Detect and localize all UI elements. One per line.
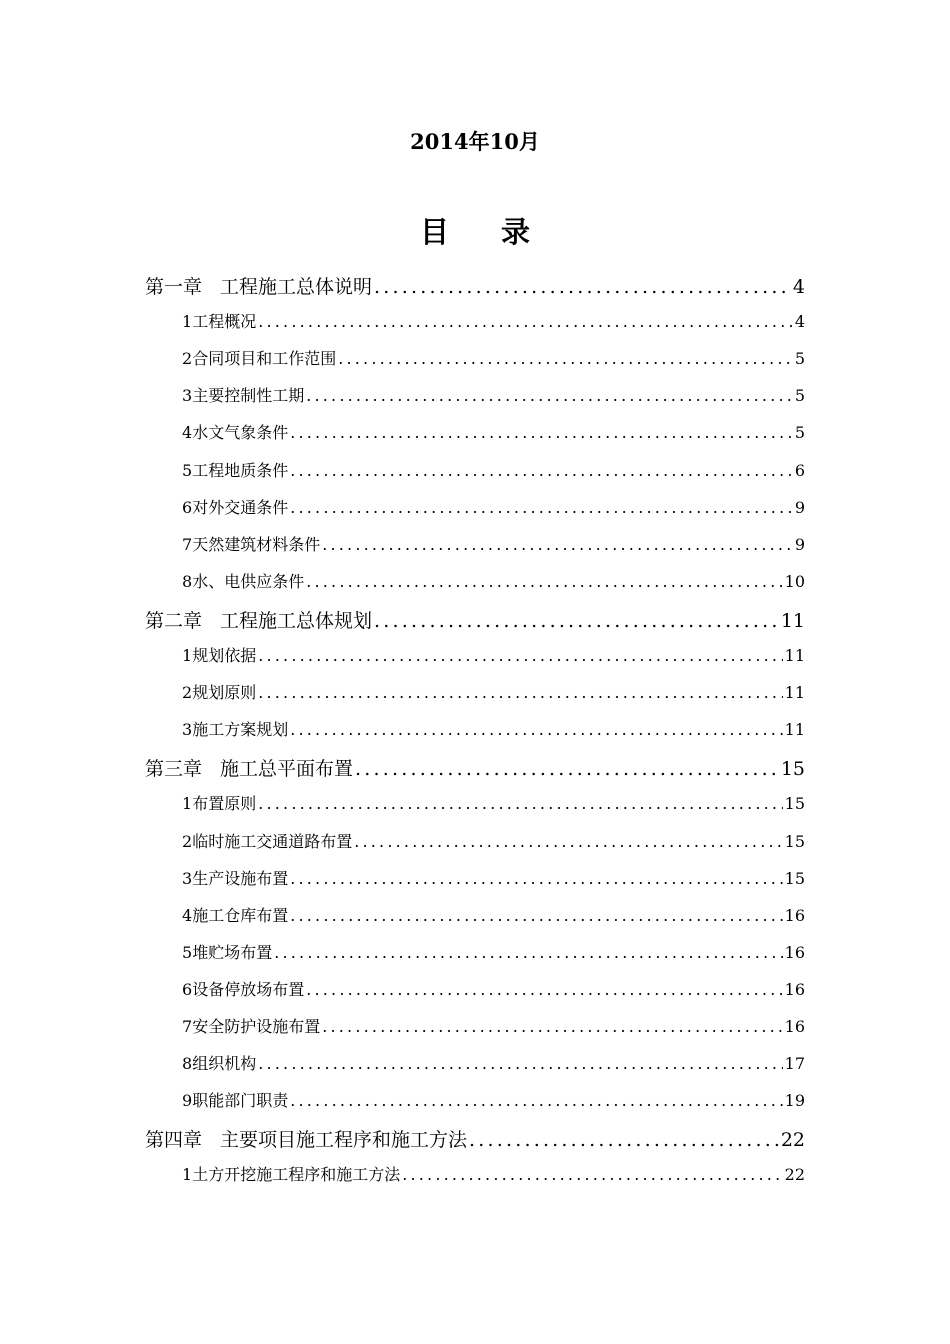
toc-page-number: 11 xyxy=(784,683,805,703)
document-date: 2014年10月 xyxy=(410,129,540,154)
toc-entry-label xyxy=(182,866,288,889)
toc-entry-label xyxy=(182,643,256,666)
toc-section-entry[interactable] xyxy=(182,569,805,592)
toc-entry-title: 生产设施布置 xyxy=(192,868,289,888)
toc-section-entry[interactable] xyxy=(182,420,805,443)
toc-page-number: 15 xyxy=(784,868,805,888)
toc-entry-number: 1 xyxy=(182,646,193,665)
toc-entry-label xyxy=(182,346,336,369)
toc-entry-title: 布置原则 xyxy=(192,794,257,814)
toc-page-number: 6 xyxy=(794,460,805,480)
toc-title: 目录 xyxy=(419,215,582,249)
toc-dot-leader xyxy=(306,980,782,999)
toc-section-entry[interactable] xyxy=(182,1014,805,1037)
toc-entry-label xyxy=(182,532,320,555)
toc-page-number: 9 xyxy=(794,497,805,517)
toc-entry-number: 6 xyxy=(182,497,193,517)
toc-dot-leader xyxy=(258,1054,782,1073)
toc-section-entry[interactable] xyxy=(182,532,805,555)
toc-dot-leader xyxy=(469,1129,779,1151)
toc-page-number: 4 xyxy=(794,312,805,332)
toc-section-entry[interactable] xyxy=(182,829,805,852)
toc-entry-title: 规划原则 xyxy=(192,683,257,703)
toc-page-number: 22 xyxy=(784,1165,805,1185)
toc-entry-title: 工程概况 xyxy=(192,312,257,332)
toc-section-entry[interactable] xyxy=(182,1051,805,1074)
toc-dot-leader xyxy=(402,1165,782,1184)
toc-entry-title: 安全防护设施布置 xyxy=(192,1017,321,1036)
toc-entry-number: 第二章 xyxy=(145,609,203,632)
toc-entry-label xyxy=(145,606,372,633)
toc-dot-leader xyxy=(290,720,782,739)
toc-page-number: 11 xyxy=(784,720,805,740)
toc-entry-number: 4 xyxy=(182,905,193,925)
toc-entry-number: 4 xyxy=(182,423,193,443)
toc-entry-number: 1 xyxy=(182,1165,193,1185)
toc-entry-label xyxy=(182,940,272,963)
toc-dot-leader xyxy=(290,423,793,442)
toc-entry-title: 施工总平面布置 xyxy=(220,758,354,781)
toc-dot-leader xyxy=(290,461,793,480)
toc-entry-label xyxy=(182,717,288,740)
toc-page-number: 5 xyxy=(794,386,805,406)
toc-dot-leader xyxy=(290,906,782,925)
toc-entry-title: 施工仓库布置 xyxy=(192,905,289,925)
toc-dot-leader xyxy=(322,1017,782,1036)
toc-entry-number: 7 xyxy=(182,534,193,554)
toc-entry-title: 职能部门职责 xyxy=(192,1091,289,1111)
toc-page-number: 15 xyxy=(780,758,805,781)
toc-entry-label xyxy=(145,754,353,781)
toc-entry-number: 3 xyxy=(182,868,193,888)
toc-entry-title: 主要项目施工程序和施工方法 xyxy=(220,1129,468,1152)
toc-section-entry[interactable] xyxy=(182,717,805,740)
toc-entry-label xyxy=(145,1125,467,1152)
toc-entry-number: 第四章 xyxy=(145,1129,203,1152)
toc-section-entry[interactable] xyxy=(182,977,805,1000)
toc-entry-label xyxy=(182,569,304,592)
toc-entry-label xyxy=(182,383,304,406)
toc-entry-label xyxy=(182,420,288,443)
toc-page-number: 11 xyxy=(784,646,805,665)
toc-entry-title: 规划依据 xyxy=(192,646,257,665)
toc-entry-title: 对外交通条件 xyxy=(192,497,289,517)
toc-section-entry[interactable] xyxy=(182,309,805,332)
toc-entry-label xyxy=(145,272,372,299)
toc-page-number: 22 xyxy=(780,1129,805,1152)
toc-entry-number: 2 xyxy=(182,683,193,703)
toc-entry-title: 工程地质条件 xyxy=(192,460,289,480)
toc-page-number: 16 xyxy=(784,1017,805,1036)
toc-dot-leader xyxy=(374,610,779,632)
toc-entry-title: 工程施工总体说明 xyxy=(220,276,373,298)
toc-entry-label xyxy=(182,1088,288,1111)
toc-dot-leader xyxy=(258,646,782,665)
toc-section-entry[interactable] xyxy=(182,940,805,963)
toc-page-number: 16 xyxy=(784,979,805,999)
toc-dot-leader xyxy=(258,312,793,331)
toc-chapter-entry[interactable] xyxy=(145,754,805,781)
toc-dot-leader xyxy=(322,535,793,554)
toc-entry-number: 3 xyxy=(182,386,193,406)
toc-entry-label xyxy=(182,791,256,814)
toc-section-entry[interactable] xyxy=(182,458,805,481)
toc-page-number: 10 xyxy=(784,571,805,591)
toc-entry-number: 6 xyxy=(182,979,193,999)
toc-section-entry[interactable] xyxy=(182,383,805,406)
toc-entry-label xyxy=(182,1051,256,1074)
toc-entry-label xyxy=(182,1014,320,1037)
toc-entry-title: 施工方案规划 xyxy=(192,720,289,740)
toc-entry-number: 2 xyxy=(182,831,193,851)
toc-page-number: 15 xyxy=(784,831,805,851)
toc-section-entry[interactable] xyxy=(182,1162,805,1185)
toc-section-entry[interactable] xyxy=(182,1088,805,1111)
toc-entry-number: 第一章 xyxy=(145,276,203,298)
toc-dot-leader xyxy=(290,869,782,888)
toc-page-number: 11 xyxy=(780,609,805,632)
toc-section-entry[interactable] xyxy=(182,866,805,889)
toc-dot-leader xyxy=(306,386,793,405)
toc-page-number: 4 xyxy=(792,276,805,298)
toc-entry-title: 堆贮场布置 xyxy=(192,942,273,962)
toc-section-entry[interactable] xyxy=(182,903,805,926)
toc-entry-title: 水文气象条件 xyxy=(192,423,289,443)
toc-entry-label xyxy=(182,458,288,481)
toc-page-number: 15 xyxy=(784,794,805,814)
toc-chapter-entry[interactable] xyxy=(145,1125,805,1152)
toc-entry-label xyxy=(182,1162,400,1185)
toc-entry-number: 9 xyxy=(182,1091,193,1111)
toc-page-number: 17 xyxy=(784,1054,805,1074)
toc-entry-number: 5 xyxy=(182,460,193,480)
toc-section-entry[interactable] xyxy=(182,643,805,666)
toc-entry-title: 天然建筑材料条件 xyxy=(192,534,321,554)
toc-page-number: 16 xyxy=(784,905,805,925)
toc-entry-label xyxy=(182,495,288,518)
toc-section-entry[interactable] xyxy=(182,346,805,369)
toc-page-number: 5 xyxy=(794,349,805,369)
toc-entry-title: 合同项目和工作范围 xyxy=(192,349,337,369)
toc-entry-label xyxy=(182,309,256,332)
toc-entry-number: 第三章 xyxy=(145,758,203,781)
toc-entry-label xyxy=(182,903,288,926)
toc-dot-leader xyxy=(306,572,782,591)
toc-page-number: 5 xyxy=(794,423,805,443)
toc-chapter-entry[interactable] xyxy=(145,606,805,633)
toc-entry-title: 主要控制性工期 xyxy=(192,386,305,406)
toc-dot-leader xyxy=(274,943,782,962)
toc-dot-leader xyxy=(290,498,793,517)
toc-dot-leader xyxy=(354,832,782,851)
toc-section-entry[interactable] xyxy=(182,495,805,518)
toc-dot-leader xyxy=(355,758,779,780)
toc-entry-title: 土方开挖施工程序和施工方法 xyxy=(192,1165,401,1185)
toc-entry-label xyxy=(182,977,304,1000)
toc-entry-title: 水、电供应条件 xyxy=(192,571,305,591)
toc-entry-number: 7 xyxy=(182,1017,193,1036)
toc-chapter-entry[interactable] xyxy=(145,272,805,299)
toc-dot-leader xyxy=(374,276,791,298)
toc-entry-label xyxy=(182,680,256,703)
toc-entry-title: 临时施工交通道路布置 xyxy=(192,831,353,851)
toc-page-number: 16 xyxy=(784,942,805,962)
toc-section-entry[interactable] xyxy=(182,680,805,703)
toc-entry-title: 组织机构 xyxy=(192,1054,257,1074)
toc-page-number: 19 xyxy=(784,1091,805,1111)
toc-entry-number: 8 xyxy=(182,1054,193,1074)
toc-dot-leader xyxy=(258,794,782,813)
toc-entry-number: 3 xyxy=(182,720,193,740)
toc-entry-number: 2 xyxy=(182,349,193,369)
toc-section-entry[interactable] xyxy=(182,791,805,814)
toc-entry-number: 1 xyxy=(182,794,193,814)
toc-entry-title: 设备停放场布置 xyxy=(192,979,305,999)
toc-entry-number: 1 xyxy=(182,312,193,332)
toc-entry-label xyxy=(182,829,352,852)
toc-entry-number: 8 xyxy=(182,571,193,591)
toc-dot-leader xyxy=(290,1091,782,1110)
toc-dot-leader xyxy=(258,683,782,702)
toc-dot-leader xyxy=(338,349,793,368)
toc-page-number: 9 xyxy=(794,534,805,554)
toc-entry-title: 工程施工总体规划 xyxy=(220,609,373,632)
toc-entry-number: 5 xyxy=(182,942,193,962)
